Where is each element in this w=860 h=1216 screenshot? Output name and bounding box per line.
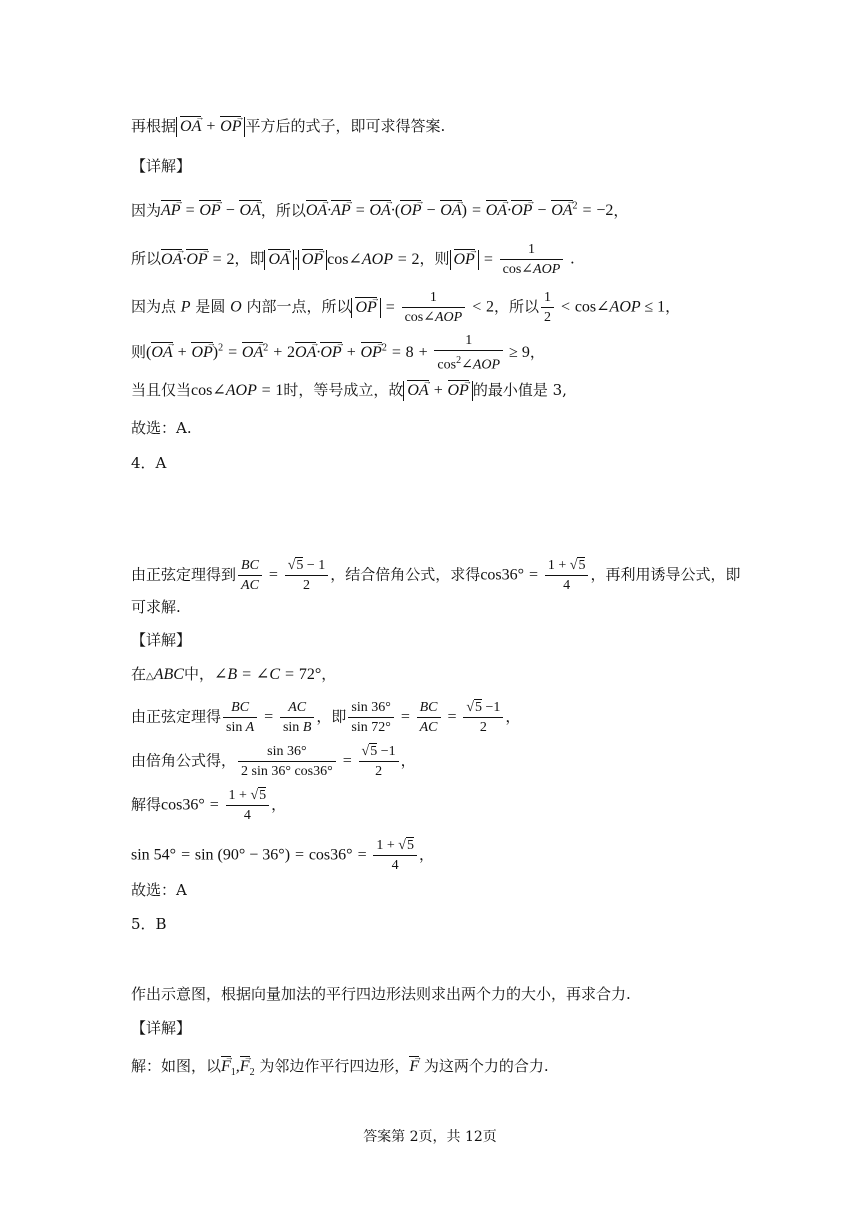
section-heading-detail-2: 【详解】 — [131, 631, 192, 649]
text-line-17: sin 54° = sin (90° − 36°) = cos36° = $\frac{1 + √5}{4}$ ， — [131, 838, 434, 873]
text-line-20: 作出示意图，根据向量加法的平行四边形法则求出两个力的大小，再求合力. — [131, 985, 631, 1003]
text-line-16: 解得cos36° = $\frac{1 + √5}{4}$ ， — [131, 788, 287, 823]
text-line-14: 由正弦定理得 $\frac{BC}{\text{sin A}}$ = $\frac{AC}{\text{sin B}}$ ，即 $\frac{\sin 36^\circ}{\sin 72^\circ}$ = $\frac{BC}{AC}$ = $\frac{√5 -1}{2}$ ， — [131, 700, 521, 735]
text-line-4: 所以OA →·OP → = 2，即 OA → · OP → cos∠AOP = 2，则 OP → = $\frac{1}{\text{cos∠AOP}}$ . — [131, 240, 575, 279]
text-line-1: 再根据 OA → + OP → 平方后的式子，即可求得答案. — [131, 116, 445, 137]
text-line-11: 可求解. — [131, 598, 181, 616]
text-line-15: 由倍角公式得， $\frac{\sin 36^\circ}{2 \sin 36^\circ \cos 36^\circ}$ = $\frac{√5 -1}{2}$ ， — [131, 744, 416, 779]
text-line-13: 在△ABC中，∠B = ∠C = 72°， — [131, 665, 337, 683]
page-footer: 答案第 2页，共 12页 — [363, 1129, 497, 1145]
text-line-7: 当且仅当cos∠AOP = 1时，等号成立，故 OA → + OP → 的最小值是 3, — [131, 380, 567, 401]
answer-5: 5．B — [131, 915, 167, 933]
section-heading-detail-3: 【详解】 — [131, 1019, 192, 1037]
answer-4: 4．A — [131, 454, 167, 472]
text-line-5: 因为点 P 是圆 O 内部一点，所以 OP → = $\frac{1}{\text{cos∠AOP}}$ < 2，所以 $\frac{1}{2}$ < cos∠AOP ≤ 1， — [131, 288, 680, 327]
text-line-3: 因为AP → = OP → − OA →，所以OA →·AP → = OA →·(OP → − OA →) = OA →·OP → − OA →$^2$ = −2， — [131, 197, 628, 221]
text-line-22: 解：如图，以$F \to_1,F \to_2$ 为邻边作平行四边形，F → 为这两个力的合力. — [131, 1056, 549, 1083]
text-line-18: 故选：A — [131, 881, 187, 899]
section-heading-detail: 【详解】 — [131, 157, 192, 175]
text-line-10: 由正弦定理得到 $\frac{BC}{AC}$ = $\frac{√5 - 1}{2}$ ，结合倍角公式，求得cos36° = $\frac{1 + √5}{4}$ ，再利用诱导公式，即 — [131, 558, 741, 593]
text-line-8: 故选：A. — [131, 419, 192, 437]
text-line-6: 则(OA → + OP →)$^2$ = OA →$^2$ + 2OA →·OP → + OP →$^2$ = 8 + $\frac{1}{\cos^2\angle AOP}$ ≥ 9， — [131, 331, 545, 375]
